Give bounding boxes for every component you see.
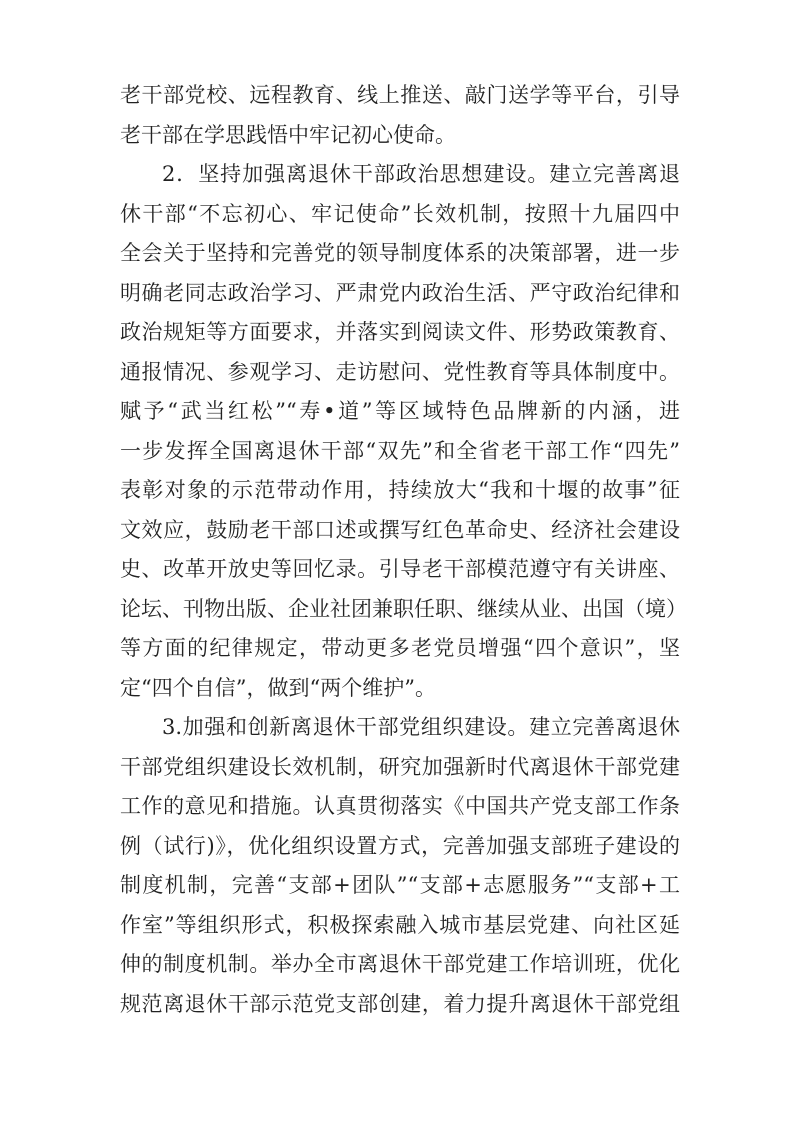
text-line: 明确老同志政治学习、严肃党内政治生活、严守政治纪律和: [120, 280, 680, 305]
text-line: 工作的意见和措施。认真贯彻落实《中国共产党支部工作条: [120, 794, 680, 818]
text-line: 一步发挥全国离退休干部“双先”和全省老干部工作“四先”: [120, 438, 680, 463]
paragraph-3: [120, 713, 680, 1029]
paragraph-2: [120, 160, 687, 713]
text-line: 定“四个自信”，做到“两个维护”。: [120, 675, 436, 700]
text-line: 等方面的纪律规定，带动更多老党员增强“四个意识”，坚: [120, 636, 680, 660]
section-heading-line: 2．坚持加强离退休干部政治思想建设。建立完善离退: [162, 162, 680, 186]
section-heading-line: 3.加强和创新离退休干部党组织建设。建立完善离退休: [162, 715, 680, 739]
text-line: 伸的制度机制。举办全市离退休干部党建工作培训班，优化: [120, 952, 680, 976]
text-line: 例（试行)》，优化组织设置方式，完善加强支部班子建设的: [120, 833, 680, 858]
text-line: 论坛、刊物出版、企业社团兼职任职、继续从业、出国（境）: [120, 596, 687, 621]
text-line: 政治规矩等方面要求，并落实到阅读文件、形势政策教育、: [120, 320, 680, 344]
text-line: 通报情况、参观学习、走访慰问、党性教育等具体制度中。: [120, 359, 680, 384]
text-line: 赋予“武当红松”“寿•道”等区域特色品牌新的内涵，进: [120, 399, 680, 423]
text-line: 制度机制，完善“支部+团队”“支部+志愿服务”“支部+工: [120, 873, 680, 897]
text-line: 老干部党校、远程教育、线上推送、敲门送学等平台，引导: [120, 83, 680, 107]
text-line: 规范离退休干部示范党支部创建，着力提升离退休干部党组: [120, 991, 680, 1016]
text-line: 老干部在学思践悟中牢记初心使命。: [120, 122, 456, 147]
text-line: 干部党组织建设长效机制，研究加强新时代离退休干部党建: [120, 754, 680, 779]
text-line: 表彰对象的示范带动作用，持续放大“我和十堰的故事”征: [120, 478, 680, 502]
document-page: [120, 81, 687, 1029]
paragraph-1: [120, 81, 680, 160]
text-line: 文效应，鼓励老干部口述或撰写红色革命史、经济社会建设: [120, 517, 680, 542]
text-line: 全会关于坚持和完善党的领导制度体系的决策部署，进一步: [120, 241, 680, 265]
text-line: 史、改革开放史等回忆录。引导老干部模范遵守有关讲座、: [120, 557, 680, 581]
text-line: 作室”等组织形式，积极探索融入城市基层党建、向社区延: [120, 912, 680, 937]
text-line: 休干部“不忘初心、牢记使命”长效机制，按照十九届四中: [120, 201, 680, 226]
